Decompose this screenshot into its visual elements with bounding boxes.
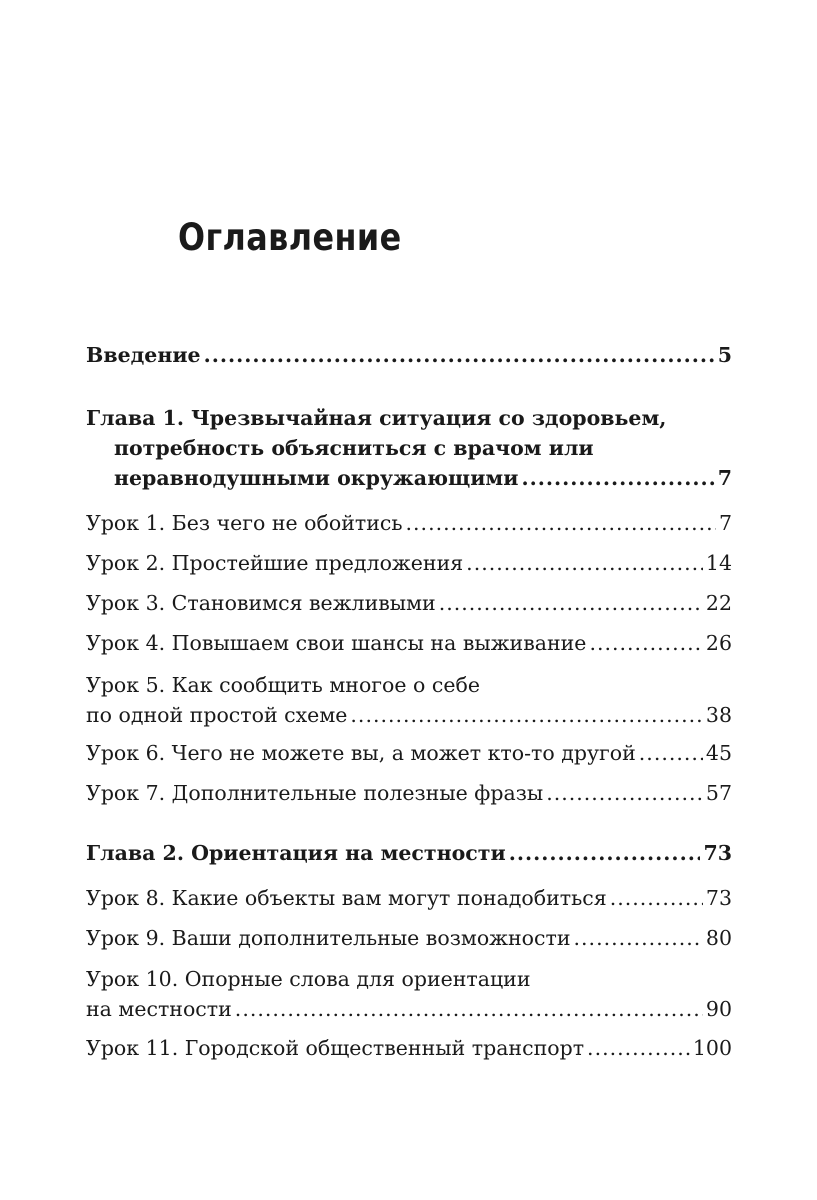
toc-page-number: 100 xyxy=(692,1036,732,1060)
toc-page-number: 14 xyxy=(705,551,732,575)
chapter-title-line: потребность объясниться с врачом или xyxy=(114,436,594,460)
toc-page-number: 7 xyxy=(718,511,732,535)
toc-entry-label: Урок 2. Простейшие предложения xyxy=(86,551,464,575)
toc-entry-label-line: Урок 5. Как сообщить многое о себе xyxy=(86,673,480,697)
chapter-title-line: неравнодушными окружающими xyxy=(114,466,519,490)
dot-leader xyxy=(466,548,703,578)
toc-entry-label: по одной простой схеме xyxy=(86,703,348,727)
toc-entry-lesson-8[interactable] xyxy=(86,883,732,913)
dot-leader xyxy=(610,883,703,913)
toc-entry-label: Урок 1. Без чего не обойтись xyxy=(86,511,403,535)
toc-entry-intro[interactable] xyxy=(86,340,732,370)
toc-entry-chapter-2[interactable] xyxy=(86,838,732,868)
dot-leader xyxy=(574,923,703,953)
toc-entry-label: Урок 9. Ваши дополнительные возможности xyxy=(86,926,571,950)
dot-leader xyxy=(587,1033,690,1063)
dot-leader xyxy=(350,700,703,730)
dot-leader xyxy=(439,588,703,618)
toc-entry-label: на местности xyxy=(86,997,232,1021)
toc-entry-lesson-5[interactable] xyxy=(86,670,732,730)
toc-page-number: 57 xyxy=(705,781,732,805)
page-title: Оглавление xyxy=(178,216,402,259)
toc-page-number: 7 xyxy=(717,466,732,490)
toc-page-number: 26 xyxy=(705,631,732,655)
toc-entry-label: Урок 3. Становимся вежливыми xyxy=(86,591,436,615)
dot-leader xyxy=(546,778,703,808)
toc-page-number: 73 xyxy=(703,841,732,865)
toc-entry-lesson-11[interactable] xyxy=(86,1033,732,1063)
toc-entry-label: Урок 11. Городской общественный транспорт xyxy=(86,1036,585,1060)
toc-entry-label: Урок 4. Повышаем свои шансы на выживание xyxy=(86,631,587,655)
chapter-title-line: Глава 1. Чрезвычайная ситуация со здоровьем, xyxy=(86,406,667,430)
toc-entry-label-line: Урок 10. Опорные слова для ориентации xyxy=(86,967,531,991)
toc-entry-lesson-6[interactable] xyxy=(86,738,732,768)
dot-leader xyxy=(406,508,716,538)
dot-leader xyxy=(235,994,703,1024)
toc-page-number: 38 xyxy=(705,703,732,727)
toc-page-number: 45 xyxy=(705,741,732,765)
toc-entry-lesson-7[interactable] xyxy=(86,778,732,808)
dot-leader xyxy=(509,838,701,868)
toc-page-number: 80 xyxy=(705,926,732,950)
toc-entry-label: Урок 6. Чего не можете вы, а может кто-то другой xyxy=(86,741,636,765)
toc-entry-label: Введение xyxy=(86,343,201,367)
toc-entry-lesson-2[interactable] xyxy=(86,548,732,578)
toc-page-number: 22 xyxy=(705,591,732,615)
toc-entry-lesson-4[interactable] xyxy=(86,628,732,658)
toc-entry-label: Глава 2. Ориентация на местности xyxy=(86,841,506,865)
toc-entry-lesson-1[interactable] xyxy=(86,508,732,538)
toc-entry-label: Урок 7. Дополнительные полезные фразы xyxy=(86,781,544,805)
toc-page-number: 5 xyxy=(717,343,732,367)
toc-entry-lesson-3[interactable] xyxy=(86,588,732,618)
dot-leader xyxy=(639,738,703,768)
toc-entry-lesson-10[interactable] xyxy=(86,964,732,1024)
toc-page-number: 73 xyxy=(705,886,732,910)
toc-entry-lesson-9[interactable] xyxy=(86,923,732,953)
dot-leader xyxy=(204,340,715,370)
toc-page-number: 90 xyxy=(705,997,732,1021)
toc-entry-label: Урок 8. Какие объекты вам могут понадобиться xyxy=(86,886,607,910)
toc-entry-chapter-1[interactable] xyxy=(86,403,732,493)
dot-leader xyxy=(589,628,702,658)
dot-leader xyxy=(521,463,714,493)
